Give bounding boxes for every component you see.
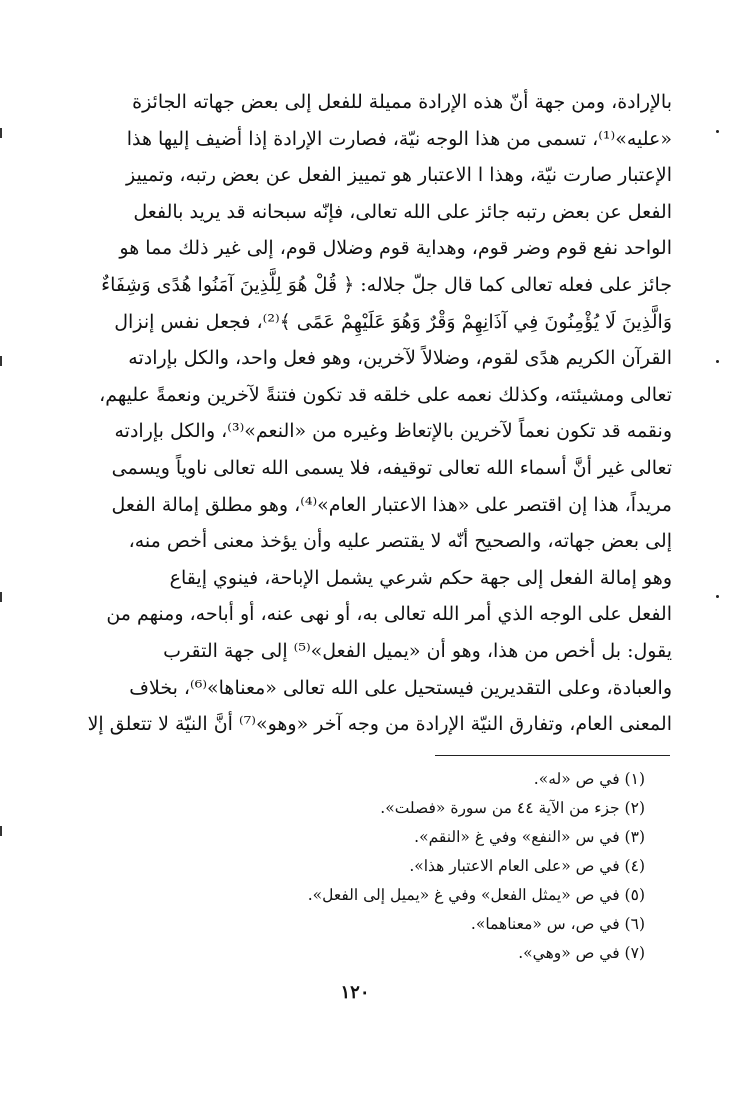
footnote: (٣) في س «النفع» وفي غ «النقم». (414, 828, 645, 846)
margin-dot (716, 595, 719, 598)
text-line: تعالى غير أنَّ أسماء الله تعالى توقيفه، فلا يسمى الله تعالى ناوياً ويسمى (111, 456, 672, 479)
text-line: ونقمه قد تكون نعماً لآخرين بالإتعاظ وغيره من «النعم»⁽³⁾، والكل بإرادته (114, 420, 672, 443)
margin-tick (0, 826, 2, 836)
text-line: «عليه»⁽¹⁾، تسمى من هذا الوجه نيّة، فصارت الإرادة إذا أضيف إليها هذا (126, 127, 672, 150)
margin-tick (0, 128, 2, 138)
footnote: (٧) في ص «وهي». (518, 944, 645, 962)
text-line: يقول: بل أخص من هذا، وهو أن «يميل الفعل»⁽⁵⁾ إلى جهة التقرب (163, 639, 672, 662)
margin-tick (0, 356, 2, 366)
footnote: (٤) في ص «على العام الاعتبار هذا». (409, 857, 645, 875)
footnote: (١) في ص «له». (533, 770, 645, 788)
text-line: الفعل على الوجه الذي أمر الله تعالى به، أو نهى عنه، أو أباحه، ومنهم من (106, 603, 672, 626)
text-line: المعنى العام، وتفارق النيّة الإرادة من وجه آخر «وهو»⁽⁷⁾ أنَّ النيّة لا تتعلق إلا (87, 713, 672, 736)
text-line: وَالَّذِينَ لَا يُؤْمِنُونَ فِي آذَانِهِمْ وَقْرٌ وَهُوَ عَلَيْهِمْ عَمًى ﴾⁽²⁾، فجعل نفس إنزال (114, 310, 672, 333)
text-line: والعبادة، وعلى التقديرين فيستحيل على الله تعالى «معناها»⁽⁶⁾، بخلاف (129, 676, 672, 699)
footnotes (200, 765, 645, 968)
margin-dot (716, 130, 719, 133)
text-line: جائز على فعله تعالى كما قال جلّ جلاله: ﴿ قُلْ هُوَ لِلَّذِينَ آمَنُوا هُدًى وَشِفَاءٌ (101, 273, 672, 296)
page-number: ١٢٠ (340, 982, 370, 1003)
text-line: وهو إمالة الفعل إلى جهة حكم شرعي يشمل الإباحة، فينوي إيقاع (169, 566, 672, 589)
text-line: إلى بعض جهاته، والصحيح أنّه لا يقتصر عليه وأن يؤخذ معنى أخص منه، (128, 530, 672, 553)
text-line: مريداً، هذا إن اقتصر على «هذا الاعتبار العام»⁽⁴⁾، وهو مطلق إمالة الفعل (111, 493, 672, 516)
text-line: بالإرادة، ومن جهة أنّ هذه الإرادة مميلة للفعل إلى بعض جهاته الجائزة (132, 91, 672, 113)
footnote: (٦) في ص، س «معناهما». (470, 915, 645, 933)
text-line: القرآن الكريم هدًى لقوم، وضلالاً لآخرين، وهو فعل واحد، والكل بإرادته (128, 347, 672, 370)
footnote-separator (435, 755, 670, 756)
text-line: الفعل عن بعض رتبه جائز على الله تعالى، فإنّه سبحانه قد يريد بالفعل (133, 200, 672, 223)
text-line: تعالى ومشيئته، وكذلك نعمه على خلقه قد تكون فتنةً لآخرين ونعمةً عليهم، (99, 383, 672, 406)
text-line: الواحد نفع قوم وضر قوم، وهداية قوم وضلال قوم، إلى غير ذلك مما هو (119, 237, 672, 260)
footnote: (٢) جزء من الآية ٤٤ من سورة «فصلت». (380, 799, 645, 817)
margin-tick (0, 592, 2, 602)
main-text-block (72, 84, 672, 743)
footnote: (٥) في ص «يمثل الفعل» وفي غ «يميل إلى الفعل». (307, 886, 645, 904)
margin-dot (716, 360, 719, 363)
text-line: الإعتبار صارت نيّة، وهذا ا الاعتبار هو تمييز الفعل عن بعض رتبه، وتمييز (125, 164, 672, 187)
